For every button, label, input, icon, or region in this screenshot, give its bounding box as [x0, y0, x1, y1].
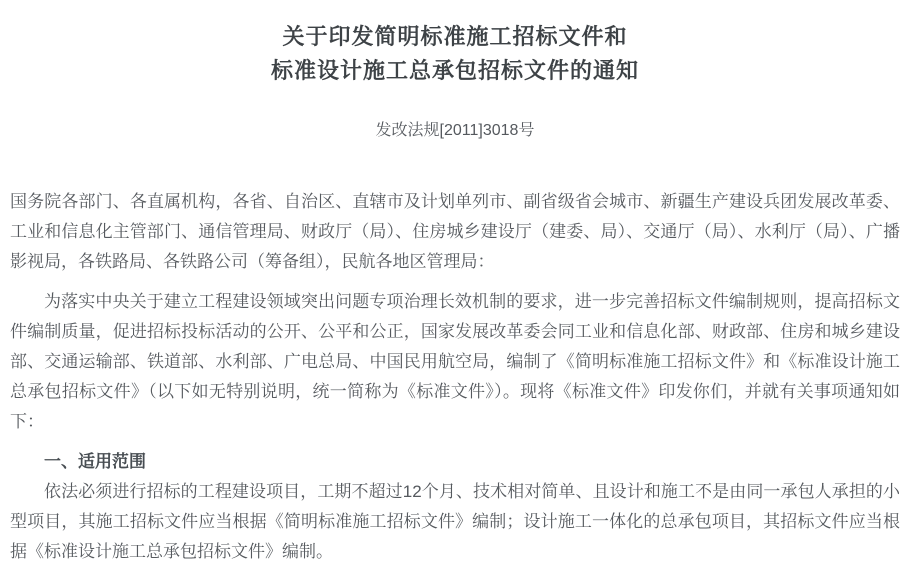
section-heading-scope: 一、适用范围 [44, 452, 146, 471]
document-body [10, 187, 900, 567]
document-title-line-2: 标准设计施工总承包招标文件的通知 [270, 58, 639, 83]
document-title-line-1: 关于印发简明标准施工招标文件和 [282, 24, 628, 49]
intro-paragraph: 为落实中央关于建立工程建设领域突出问题专项治理长效机制的要求，进一步完善招标文件编制规则，提高招标文件编制质量，促进招标投标活动的公开、公平和公正，国家发展改革委会同工业和信息化部、财政部、住房和城乡建设部、交通运输部、铁道部、水利部、广电总局、中国民用航空局，编制了《简明标准施工招标文件》和《标准设计施工总承包招标文件》（以下如无特别说明，统一简称为《标准文件》）。现将《标准文件》印发你们，并就有关事项通知如下： [10, 292, 900, 431]
salutation-paragraph: 国务院各部门、各直属机构，各省、自治区、直辖市及计划单列市、副省级省会城市、新疆生产建设兵团发展改革委、工业和信息化主管部门、通信管理局、财政厅（局）、住房城乡建设厅（建委、局）、交通厅（局）、水利厅（局）、广播影视局，各铁路局、各铁路公司（筹备组），民航各地区管理局： [10, 192, 900, 271]
document-number: 发改法规[2011]3018号 [375, 122, 535, 139]
document-title [0, 0, 910, 88]
scope-paragraph: 依法必须进行招标的工程建设项目，工期不超过12个月、技术相对简单、且设计和施工不是由同一承包人承担的小型项目，其施工招标文件应当根据《简明标准施工招标文件》编制；设计施工一体化的总承包项目，其招标文件应当根据《标准设计施工总承包招标文件》编制。 [10, 482, 900, 561]
